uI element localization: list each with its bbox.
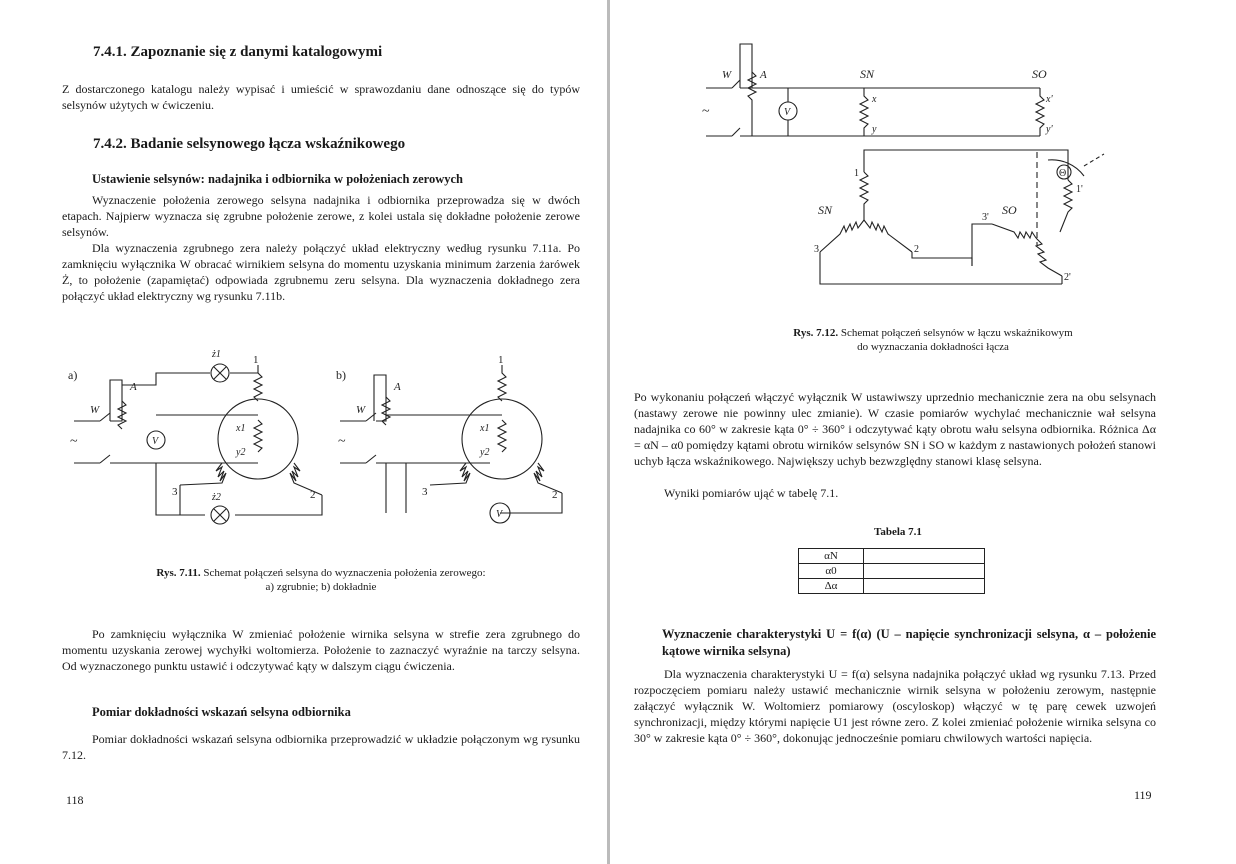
table-cell-empty bbox=[864, 549, 985, 564]
fig-a-switch bbox=[74, 380, 122, 463]
fig712-potentiometer bbox=[748, 72, 756, 136]
fig712-wires bbox=[752, 88, 1040, 136]
fig-b-n2: 2 bbox=[552, 489, 558, 501]
fig712-n3: 3 bbox=[814, 244, 819, 255]
fig712-n1: 1 bbox=[854, 168, 859, 179]
fig-a-label: a) bbox=[68, 368, 78, 382]
fig712-SN-label: SN bbox=[860, 67, 875, 81]
page-number-119: 119 bbox=[1134, 788, 1152, 802]
fig-b-V-label: V bbox=[496, 509, 503, 520]
left-page bbox=[0, 0, 606, 864]
table-7-1 bbox=[798, 548, 985, 594]
paragraph-characteristic: Dla wyznaczenia charakterystyki U = f(α) selsyna nadajnika połączyć układ wg rysunku 7.13. Przed rozpoczęciem pomiaru należy ustawić mechanicznie wirnik selsyna w położeniu zerowym, następnie załączyć wyłącznik W. Woltomierz pomiarowy (oscyloskop) włączyć w tę parę cewek uzwojeń synchronizacji, między którymi napięcie U1 jest równe zero. Z kolei zmieniać położenie wirnika selsyna co 30° w zakresie kąta 0° ÷ 360°, dokonując jednocześnie pomiaru chwilowych wartości napięcia. bbox=[634, 667, 1156, 745]
fig712-SN-winding2 bbox=[864, 220, 912, 252]
fig712-A-label: A bbox=[760, 69, 767, 81]
section-heading-7-4-1: 7.4.1. Zapoznanie się z danymi katalogowymi bbox=[93, 44, 383, 60]
paragraph-accuracy: Pomiar dokładności wskazań selsyna odbiornika przeprowadzić w układzie połączonym wg rysunku 7.12. bbox=[62, 732, 580, 762]
caption-7-12-line1: Schemat połączeń selsynów w łączu wskaźnikowym bbox=[840, 327, 1073, 339]
fig-b-x1: x1 bbox=[480, 423, 490, 434]
table-row bbox=[799, 549, 985, 564]
caption-7-11-number: Rys. 7.11. bbox=[156, 567, 201, 579]
figure-7-11-diagram bbox=[60, 345, 580, 530]
fig-a-n2: 2 bbox=[310, 489, 316, 501]
fig-a-winding1 bbox=[254, 365, 262, 401]
fig-a-W-label: W bbox=[90, 404, 100, 416]
fig-b-tilde: ~ bbox=[338, 434, 346, 449]
fig-b-n3: 3 bbox=[422, 486, 428, 498]
fig712-SN-winding1 bbox=[860, 172, 868, 220]
fig-a-y2: y2 bbox=[236, 447, 246, 458]
caption-7-12 bbox=[674, 326, 1192, 354]
fig-b-wires bbox=[386, 415, 562, 513]
fig712-V-label: V bbox=[784, 107, 791, 118]
fig-b-W-label: W bbox=[356, 404, 366, 416]
section-heading-7-4-2: 7.4.2. Badanie selsynowego łącza wskaźnikowego bbox=[93, 136, 406, 152]
fig-b-rotor bbox=[498, 420, 506, 452]
fig-a-V-label: V bbox=[152, 436, 159, 447]
fig712-x1: x' bbox=[1046, 94, 1053, 105]
fig712-tilde: ~ bbox=[702, 104, 710, 119]
fig712-m2: 2' bbox=[1064, 272, 1071, 283]
fig712-SN-stator-label: SN bbox=[818, 203, 833, 217]
fig712-n2: 2 bbox=[914, 244, 919, 255]
fig-b-A-label: A bbox=[394, 381, 401, 393]
fig712-x: x bbox=[872, 94, 877, 105]
paragraph-measurement: Po wykonaniu połączeń włączyć wyłącznik W ustawiwszy uprzednio mechanicznie zera na obu selsynach (nastawy zerowe nie powinny ulec zmianie). W czasie pomiarów wychylać mechanicznie wał selsyna nadajnika co 60° w zakresie kąta 0° ÷ 360° i odczytywać kąty obrotu wału selsyna odbiornika. Różnica Δα = αN – α0 pomiędzy kątami obrotu wirników selsynów SN i SO w każdym z nastawionych położeń stanowi uchyb łącza wskaźnikowego. Największy uchyb bezwzględny stanowi klasę selsyna. bbox=[634, 390, 1156, 468]
caption-7-11-line2: a) zgrubnie; b) dokładnie bbox=[265, 581, 377, 593]
fig-b-winding3 bbox=[430, 463, 470, 485]
figure-7-12-diagram bbox=[692, 40, 1112, 300]
fig712-SO-winding2 bbox=[1036, 238, 1062, 276]
fig712-theta: Θ bbox=[1059, 168, 1067, 179]
table-row-label: Δα bbox=[799, 579, 864, 594]
subheading-zero-setting: Ustawienie selsynów: nadajnika i odbiornika w położeniach zerowych bbox=[92, 172, 463, 186]
page-number-118: 118 bbox=[66, 793, 84, 807]
table-row bbox=[799, 579, 985, 594]
fig712-y: y bbox=[872, 124, 877, 135]
fig-a-winding2 bbox=[290, 463, 322, 495]
paragraph-rough-zero: Dla wyznaczenia zgrubnego zera należy połączyć układ elektryczny według rysunku 7.11a. Po zamknięciu wyłącznika W obracać wirnikiem selsyna do momentu uzyskania minimum żarzenia żarówek Ż, to położenie (zapamiętać) odpowiada zgrubnemu zeru selsyna. Dla wyznaczenia dokładnego zera połączyć układ elektryczny wg rysunku 7.11b. bbox=[62, 241, 580, 303]
fig-a-z2-label: ż2 bbox=[212, 492, 221, 503]
table-row-label: αN bbox=[799, 549, 864, 564]
caption-7-12-line2: do wyznaczania dokładności łącza bbox=[857, 341, 1009, 353]
fig712-switch bbox=[706, 44, 752, 136]
fig712-SO-rotor bbox=[1036, 88, 1044, 136]
subheading-characteristic: Wyznaczenie charakterystyki U = f(α) (U – napięcie synchronizacji selsyna, α – położenie kątowe wirnika selsyna) bbox=[662, 627, 1156, 658]
fig-b-label: b) bbox=[336, 368, 346, 382]
caption-7-11 bbox=[62, 566, 580, 594]
fig712-m3: 3' bbox=[982, 212, 989, 223]
fig-a-A-label: A bbox=[130, 381, 137, 393]
fig-b-selsyn-stator bbox=[462, 399, 542, 479]
fig-a-n1: 1 bbox=[253, 354, 259, 366]
table-7-1-title: Tabela 7.1 bbox=[874, 526, 922, 538]
fig-b-n1: 1 bbox=[498, 354, 504, 366]
table-row-label: α0 bbox=[799, 564, 864, 579]
fig-a-x1: x1 bbox=[236, 423, 246, 434]
table-cell-empty bbox=[864, 579, 985, 594]
fig712-SO-winding3 bbox=[992, 224, 1036, 238]
paragraph-catalog: Z dostarczonego katalogu należy wypisać i umieścić w sprawozdaniu dane odnoszące się do typów selsynów użytych w ćwiczeniu. bbox=[62, 82, 580, 112]
fig-a-winding3 bbox=[180, 463, 226, 485]
fig712-SO-winding1 bbox=[1060, 180, 1072, 232]
fig712-y1: y' bbox=[1046, 124, 1053, 135]
subheading-accuracy: Pomiar dokładności wskazań selsyna odbiornika bbox=[92, 705, 351, 719]
paragraph-results: Wyniki pomiarów ująć w tabelę 7.1. bbox=[664, 486, 839, 500]
fig-b-winding2 bbox=[534, 463, 562, 493]
fig712-SO-stator-label: SO bbox=[1002, 203, 1017, 217]
paragraph-fine-zero: Po zamknięciu wyłącznika W zmieniać położenie wirnika selsyna w strefie zera zgrubnego do momentu uzyskania zerowej wychyłki woltomierza. Położenie to zaznaczyć wyraźnie na tarczy selsyna. Od wyznaczonego punktu ustawić i odczytywać kąty w dalszym ciągu ćwiczenia. bbox=[62, 627, 580, 673]
table-cell-empty bbox=[864, 564, 985, 579]
caption-7-12-number: Rys. 7.12. bbox=[793, 327, 839, 339]
fig-a-z1-label: ż1 bbox=[212, 349, 221, 360]
fig712-SO-label: SO bbox=[1032, 67, 1047, 81]
table-row bbox=[799, 564, 985, 579]
fig-b-winding1 bbox=[498, 365, 506, 401]
right-page bbox=[612, 0, 1236, 864]
fig-a-n3: 3 bbox=[172, 486, 178, 498]
caption-7-11-line1: Schemat połączeń selsyna do wyznaczenia położenia zerowego: bbox=[203, 567, 486, 579]
fig712-SN-rotor bbox=[860, 88, 868, 136]
fig-b-switch bbox=[340, 375, 386, 513]
book-gutter bbox=[607, 0, 610, 864]
fig712-m1: 1' bbox=[1076, 184, 1083, 195]
fig-a-tilde: ~ bbox=[70, 434, 78, 449]
fig-a-selsyn-stator bbox=[218, 399, 298, 479]
fig712-W-label: W bbox=[722, 69, 732, 81]
fig712-SN-winding3 bbox=[820, 220, 864, 252]
fig712-SN-bottom-wires bbox=[820, 252, 1062, 284]
paragraph-zero-stages: Wyznaczenie położenia zerowego selsyna nadajnika i odbiornika przeprowadza się w dwóch etapach. Najpierw wyznacza się zgrubne położenie zerowe, z kolei ustala się dokładne położenie zerowe selsynów. bbox=[62, 193, 580, 239]
fig-b-y2: y2 bbox=[480, 447, 490, 458]
fig-a-rotor bbox=[254, 420, 262, 452]
